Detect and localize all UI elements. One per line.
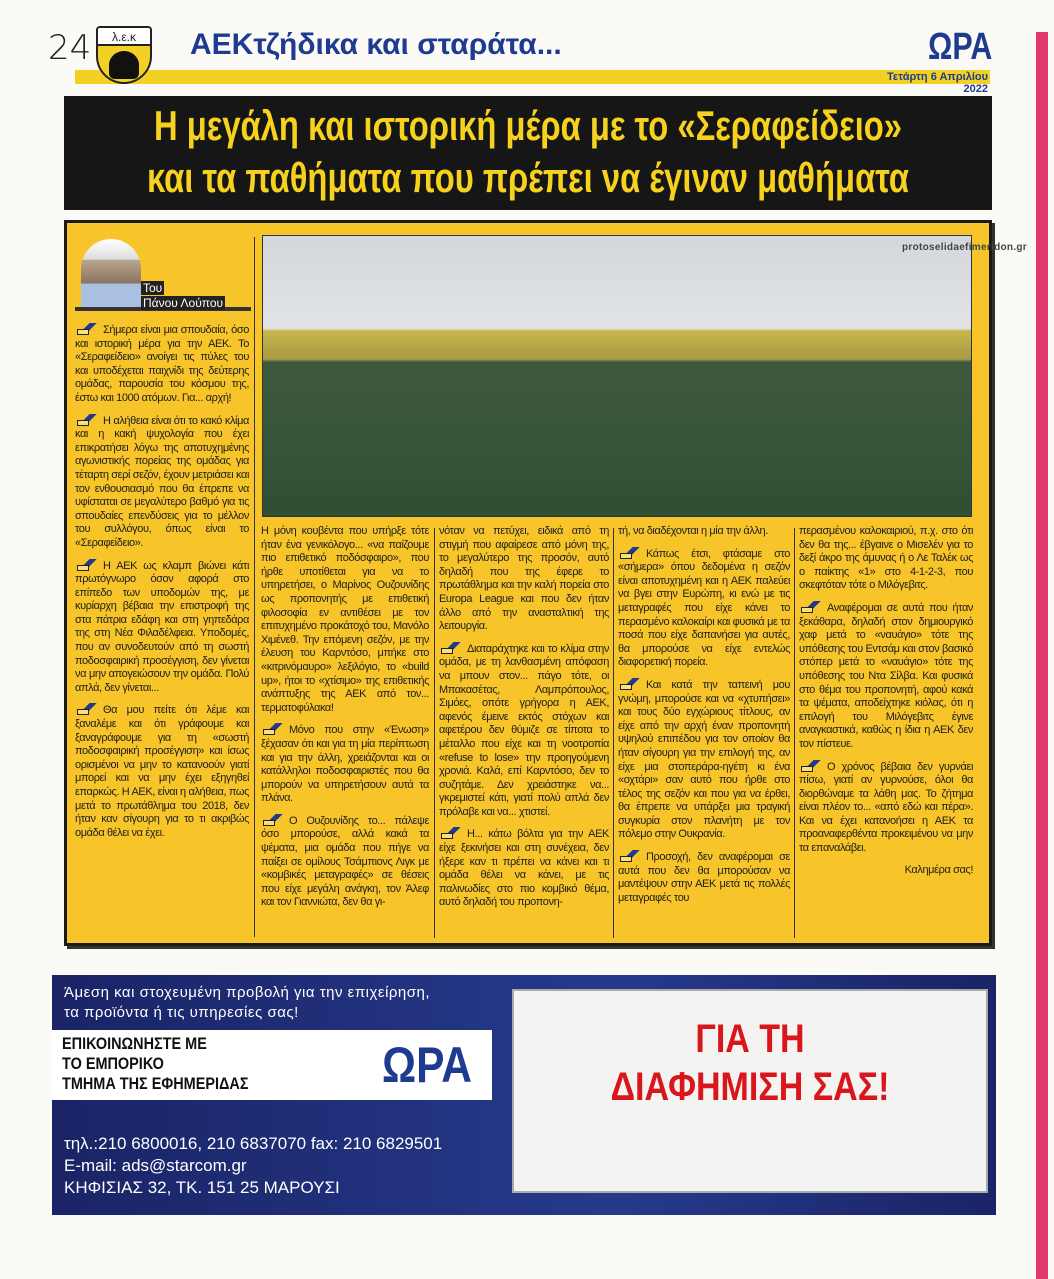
pen-icon — [439, 642, 463, 654]
ad-email[interactable]: E-mail: ads@starcom.gr — [64, 1156, 247, 1175]
aek-logo — [96, 26, 152, 84]
paragraph — [75, 559, 249, 696]
article-column — [799, 525, 973, 877]
article-column — [439, 525, 609, 918]
ad-contact-panel — [52, 1030, 492, 1100]
paragraph — [75, 414, 249, 551]
section-title: ΑΕΚτζήδικα και σταράτα... — [190, 28, 562, 61]
page-edge-stripe — [1036, 32, 1048, 1279]
contact-heading: ΕΠΙΚΟΙΝΩΝΗΣΤΕ ΜΕ — [62, 1034, 207, 1053]
page-number: 24 — [48, 28, 92, 68]
paragraph-text: νόταν να πετύχει, ειδικά από τη στιγμή που αφαίρεσε από μόνη της, το μεγαλύτερο της προσόν, αυτό δηλαδή που της έφερε το πρωτάθλημα και την καλή πορεία στο Europa League και που δεν ήταν άλλο από την ανασταλτική της λειτουργία. — [439, 525, 609, 633]
paragraph-text: Θα μου πείτε ότι λέμε και ξαναλέμε και ότι γράφουμε και ξαναγράφουμε για τη «σωστή ποδοσφαιρική προσέγγιση» και ίσως ορισμένοι να μην το κατανοούν γιατί μπορεί και να μην έχει εξηγηθεί επαρκώς. Η ΑΕΚ, είναι η αλήθεια, πως μετά το πρωτάθλημα του 2018, δεν ήταν καν σίγουρη για το τι ακριβώς ομάδα θέλει να έχει. — [75, 704, 249, 839]
paragraph-text: Και κατά την ταπεινή μου γνώμη, μπορούσε και να «χτυπήσει» και τους δύο εγχώριους τίτλους, αν είχε από την αρχή έναν προπονητή υψηλού επιπέδου για τον οποίον θα ήταν σίγουρη για την επιλογή της, αν είχε μια στοπεράρα-ηγέτη κι ένα «οχτάρι» σαν αυτό που ήρθε στο τέλος της σεζόν και που για να έρθει, θα έπρεπε να υπάρξει μια τραγική συγκυρία στον πλανήτη με τον πόλεμο στην Ουκρανία. — [618, 678, 790, 841]
paragraph — [261, 525, 429, 715]
tagline-line: τα προϊόντα ή τις υπηρεσίες σας! — [64, 1004, 299, 1021]
paragraph-text: περασμένου καλοκαιριού, π.χ. στο ότι δεν θα της... έβγαινε ο Μισελέν για το δεξί άκρο της άμυνας ή ο Λε Ταλέκ ως ο παίκτης «1» στο 4-1-2-3, που σκεφτόταν τότε ο Μιλόγεβιτς. — [799, 525, 973, 592]
paragraph-text: Η... κάτω βόλτα για την ΑΕΚ είχε ξεκινήσει και στη συνέχεια, δεν ήξερε καν τι πρέπει να κάνει και τι ομάδα θέλει να κάνει, με τις παλινωδίες στο πιο κομβικό θέμα, αυτό δηλαδή του προπονη- — [439, 828, 609, 909]
headline-line: Η μεγάλη και ιστορική μέρα με το «Σεραφείδειο» — [153, 102, 903, 149]
paragraph — [439, 525, 609, 634]
column-rule — [254, 237, 255, 937]
paragraph — [75, 703, 249, 840]
ad-tagline — [64, 983, 430, 1023]
ad-logo: ΩΡΑ — [382, 1037, 472, 1093]
newspaper-logo: ΩΡΑ — [928, 26, 993, 68]
billboard — [512, 989, 988, 1193]
pen-icon — [75, 559, 99, 571]
paragraph — [618, 850, 790, 905]
contact-heading: ΤΜΗΜΑ ΤΗΣ ΕΦΗΜΕΡΙΔΑΣ — [62, 1074, 249, 1093]
paragraph — [261, 723, 429, 806]
article-column — [75, 323, 249, 848]
paragraph-text: Σήμερα είναι μια σπουδαία, όσο και ιστορική μέρα για την ΑΕΚ. Το «Σεραφείδειο» ανοίγει τις πύλες του και υποδέχεται παιχνίδι της δεύτερης ομάδας, παρουσία του κόσμου της, έστω και 1000 ατόμων. Για... αρχή! — [75, 324, 249, 404]
author-name: Πάνου Λούπου — [143, 296, 224, 310]
article-box — [64, 220, 992, 946]
pen-icon — [75, 323, 99, 335]
pen-icon — [618, 678, 642, 690]
paragraph — [799, 601, 973, 752]
pen-icon — [75, 414, 99, 426]
paragraph-text: τή, να διαδέχονται η μία την άλλη. — [618, 525, 768, 537]
ad-address: ΚΗΦΙΣΙΑΣ 32, ΤΚ. 151 25 ΜΑΡΟΥΣΙ — [64, 1178, 340, 1197]
paragraph — [439, 642, 609, 820]
paragraph — [439, 827, 609, 910]
paragraph — [799, 525, 973, 593]
author-photo — [81, 239, 141, 307]
pen-icon — [261, 814, 285, 826]
byline — [75, 237, 251, 311]
headline-line: και τα παθήματα που πρέπει να έγιναν μαθήματα — [146, 154, 910, 201]
paragraph-text: Διαταράχτηκε και το κλίμα στην ομάδα, με τη λανθασμένη απόφαση να μπουν στον... πάγο τότε, οι Μπακασέτας, Λαμπρόπουλος, Σιμόες, οπότε γρήγορα η ΑΕΚ, αφενός έμεινε εκτός στόχων και αφετέρου δεν θύμιζε σε τίποτα το μέταλλο που είχε και τη νοοτροπία «refuse to lose» την προηγούμενη χρονιά. Καλά, επί Καρντόσο, δεν το συζητάμε. Δεν χρειάστηκε να... γκρεμιστεί κάτι, γιατί πολύ απλά δεν πρόλαβε και να... χτιστεί. — [439, 642, 609, 818]
ad-phone: τηλ.:210 6800016, 210 6837070 fax: 210 6829501 — [64, 1134, 443, 1153]
article-column — [261, 525, 429, 918]
paragraph — [799, 760, 973, 856]
paragraph-text: Η μόνη κουβέντα που υπήρξε τότε ήταν ένα γενικόλογο... «να παίζουμε πιο επιθετικό ποδόσφαιρο», που ήρθε υποτίθεται για να το υπηρετήσει, ο Μαρίνος Ουζουνίδης ως προπονητής με επιθετική φιλοσοφία εν αντιθέσει με τον επιτυχημένο προκάτοχό του, Μανόλο Χιμένεθ. Την επόμενη σεζόν, με την έλευση του Καρντόσο, μπήκε στο «κιτρινόμαυρο» λεξιλόγιο, το «build up», ήτοι το «χτίσιμο» της επιθετικής ανάπτυξης της ΑΕΚ από τον... τερματοφύλακα! — [261, 525, 429, 714]
paragraph — [618, 525, 790, 539]
paragraph — [75, 323, 249, 406]
article-column — [618, 525, 790, 913]
paragraph-text: Η αλήθεια είναι ότι το κακό κλίμα και η κακή ψυχολογία που έχει επικρατήσει λόγω της αποτυχημένης αγωνιστικής πορείας της ομάδας για τέταρτη σερί σεζόν, έχουν μετριάσει και τον ενθουσιασμό που θα έπρεπε να υφίσταται σε μεγαλύτερο βαθμό για τις σπουδαίες επενδύσεις για το μέλλον του συλλόγου, όπως είναι το «Σεραφείδειο». — [75, 414, 249, 549]
advertisement — [52, 975, 996, 1215]
pen-icon — [799, 601, 823, 613]
tagline-line: Άμεση και στοχευμένη προβολή για την επιχείρηση, — [64, 984, 431, 1001]
paragraph-text: Η ΑΕΚ ως κλαμπ βιώνει κάτι πρωτόγνωρο όσον αφορά στο επίπεδο των υποδομών της, με κυρίαρχη βέβαια την επιστροφή της στα πάτρια εδάφη και στη γηπεδάρα της στη Νέα Φιλαδέλφεια. Υποδομές, που αν συνοδευτούν από τη σωστή ποδοσφαιρική προσέγγιση, δεν γίνεται να μην απογειώσουν την ομάδα. Πολύ απλά, δεν γίνεται... — [75, 559, 249, 694]
paragraph-text: Ο χρόνος βέβαια δεν γυρνάει πίσω, γιατί αν γυρνούσε, όλοι θα διορθώναμε τα λάθη μας. Το ζήτημα είναι πλέον το... «από εδώ και πέρα». Και να έχει κατανοήσει η ΑΕΚ τα προαναφερθέντα προκειμένου να μην τα επαναλάβει. — [799, 760, 973, 855]
byline-prefix: Του — [143, 281, 163, 295]
paragraph-text: Προσοχή, δεν αναφέρομαι σε αυτά που δεν θα μπορούσαν να μαντέψουν στην ΑΕΚ μετά τις πολλές μεταγραφές του — [618, 851, 790, 904]
article-photo — [262, 235, 972, 517]
watermark: protoselidaefimeridon.gr — [902, 242, 1027, 253]
paragraph-text: Αναφέρομαι σε αυτά που ήταν ξεκάθαρα, δηλαδή στον δημιουργικό χαφ μετά το «ναυάγιο» τότε της υπόθεσης του Εντσάμ και στον βασικό στόπερ μετά το «ναυάγιο» τότε της υπόθεσης του Ντα Σίλβα. Και φυσικά στο θέμα του προπονητή, αφού κακά τα ψέματα, αποδείχτηκε κιόλας, ότι η επιλογή του Μιλόγεβιτς έγινε αναγκαστικά, καθώς η ίδια η ΑΕΚ δεν τον πίστευε. — [799, 601, 973, 750]
logo-text: λ.ε.κ — [98, 28, 150, 46]
billboard-text: ΔΙΑΦΗΜΙΣΗ ΣΑΣ! — [610, 1065, 890, 1109]
pen-icon — [439, 827, 463, 839]
eagle-icon — [109, 51, 139, 79]
ad-contact — [64, 1133, 442, 1199]
pen-icon — [799, 760, 823, 772]
column-rule — [613, 528, 614, 938]
column-rule — [794, 528, 795, 938]
paragraph-text: Ο Ουζουνίδης το... πάλεψε όσο μπορούσε, αλλά κακά τα ψέματα, μια ομάδα που πήγε να παίξει σε ομίλους Τσάμπιονς Λιγκ με «κομβικές μεταγραφές» σε θέσεις που είχε μεγάλη ανάγκη, τον Άλεφ και τον Γιαννιώτα, δεν θα γι- — [261, 814, 429, 909]
paragraph — [618, 678, 790, 842]
pen-icon — [618, 850, 642, 862]
signoff: Καλημέρα σας! — [904, 863, 973, 876]
billboard-text: ΓΙΑ ΤΗ — [695, 1017, 805, 1061]
header-band — [75, 70, 990, 84]
pen-icon — [618, 547, 642, 559]
pen-icon — [261, 723, 285, 735]
paragraph — [618, 547, 790, 670]
headline — [64, 96, 992, 210]
pen-icon — [75, 703, 99, 715]
paragraph-text: Κάπως έτσι, φτάσαμε στο «σήμερα» όπου δεδομένα η σεζόν είναι αποτυχημένη και η ΑΕΚ παλεύει να βγει στην Ευρώπη, κι ενώ με τις μεταγραφές που είχε κάνει το περασμένο καλοκαίρι και φυσικά με τα ποσά που είχε δαπανήσει για αυτές, θα μπορούσε να είχε εντελώς διαφορετική πορεία. — [618, 547, 790, 669]
paragraph — [261, 814, 429, 910]
issue-date: Τετάρτη 6 Απριλίου 2022 — [887, 71, 988, 95]
column-rule — [434, 528, 435, 938]
contact-heading: ΤΟ ΕΜΠΟΡΙΚΟ — [62, 1054, 164, 1073]
paragraph-text: Μόνο που στην «Ένωση» ξέχασαν ότι και για τη μία περίπτωση και για την άλλη, χρειάζονται και οι κατάλληλοι ποδοσφαιριστές που θα μπορούν να υπηρετήσουν αυτά τα πλάνα. — [261, 724, 429, 805]
